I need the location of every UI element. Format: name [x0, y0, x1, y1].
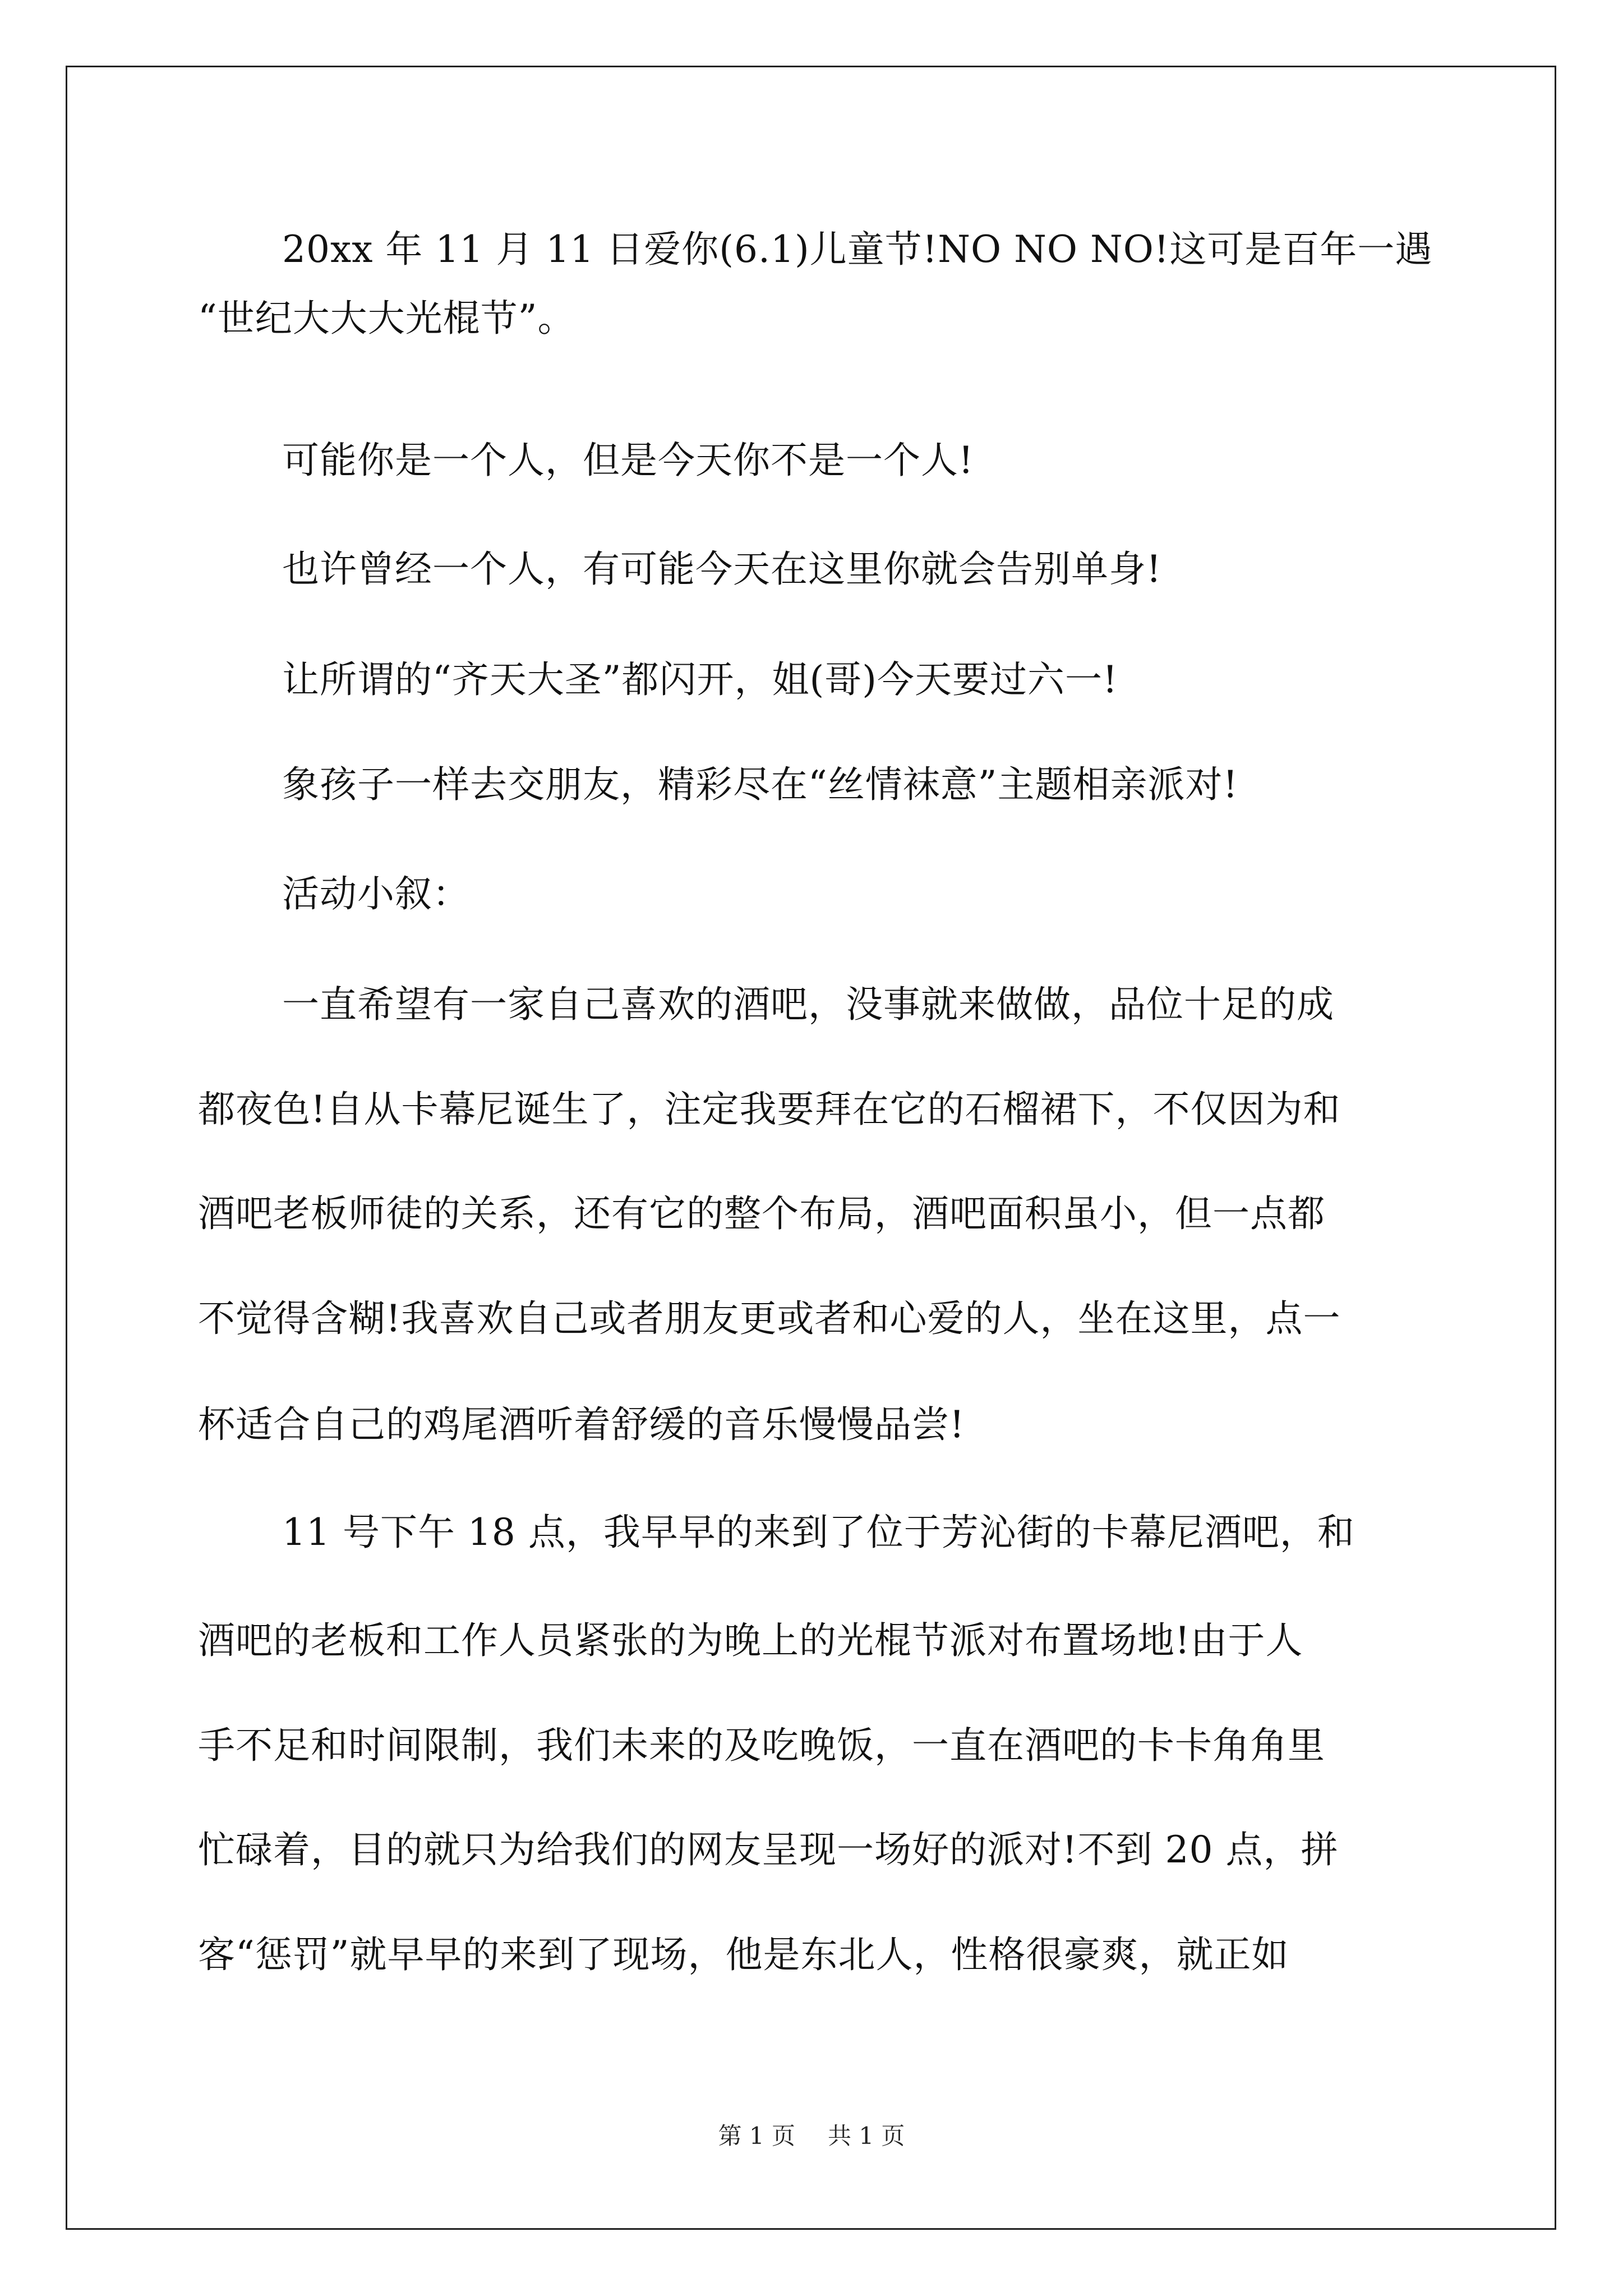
section-heading: 活动小叙： [282, 872, 470, 915]
page-border [66, 66, 1556, 2230]
paragraph-line: “世纪大大大光棍节”。 [198, 297, 575, 340]
paragraph-line: 酒吧的老板和工作人员紧张的为晚上的光棍节派对布置场地!由于人 [198, 1619, 1303, 1662]
page-footer [0, 2124, 1623, 2148]
paragraph-line: 不觉得含糊!我喜欢自己或者朋友更或者和心爱的人，坐在这里，点一 [198, 1297, 1341, 1340]
paragraph-line: 杯适合自己的鸡尾酒听着舒缓的音乐慢慢品尝! [198, 1403, 965, 1446]
paragraph-line: 象孩子一样去交朋友，精彩尽在“丝情袜意”主题相亲派对! [282, 763, 1239, 806]
paragraph-line: 酒吧老板师徒的关系，还有它的整个布局，酒吧面积虽小，但一点都 [198, 1192, 1325, 1235]
paragraph-line: 20xx 年 11 月 11 日爱你(6.1)儿童节!NO NO NO!这可是百年一遇 [282, 228, 1433, 271]
paragraph-line: 客“惩罚”就早早的来到了现场，他是东北人，性格很豪爽，就正如 [198, 1933, 1289, 1976]
paragraph-line: 都夜色!自从卡幕尼诞生了，注定我要拜在它的石榴裙下，不仅因为和 [198, 1088, 1341, 1131]
page-total: 共 1 页 [828, 2122, 905, 2150]
paragraph-line: 手不足和时间限制，我们未来的及吃晚饭，一直在酒吧的卡卡角角里 [198, 1724, 1325, 1767]
paragraph-line: 11 号下午 18 点，我早早的来到了位于芳沁街的卡幕尼酒吧，和 [282, 1511, 1355, 1554]
paragraph-line: 让所谓的“齐天大圣”都闪开，姐(哥)今天要过六一! [282, 658, 1118, 701]
paragraph-line: 可能你是一个人，但是今天你不是一个人! [282, 439, 974, 482]
paragraph-line: 忙碌着，目的就只为给我们的网友呈现一场好的派对!不到 20 点，拼 [198, 1828, 1339, 1871]
page-number: 第 1 页 [718, 2122, 795, 2150]
paragraph-line: 也许曾经一个人，有可能今天在这里你就会告别单身! [282, 547, 1162, 591]
paragraph-line: 一直希望有一家自己喜欢的酒吧，没事就来做做，品位十足的成 [282, 983, 1334, 1026]
